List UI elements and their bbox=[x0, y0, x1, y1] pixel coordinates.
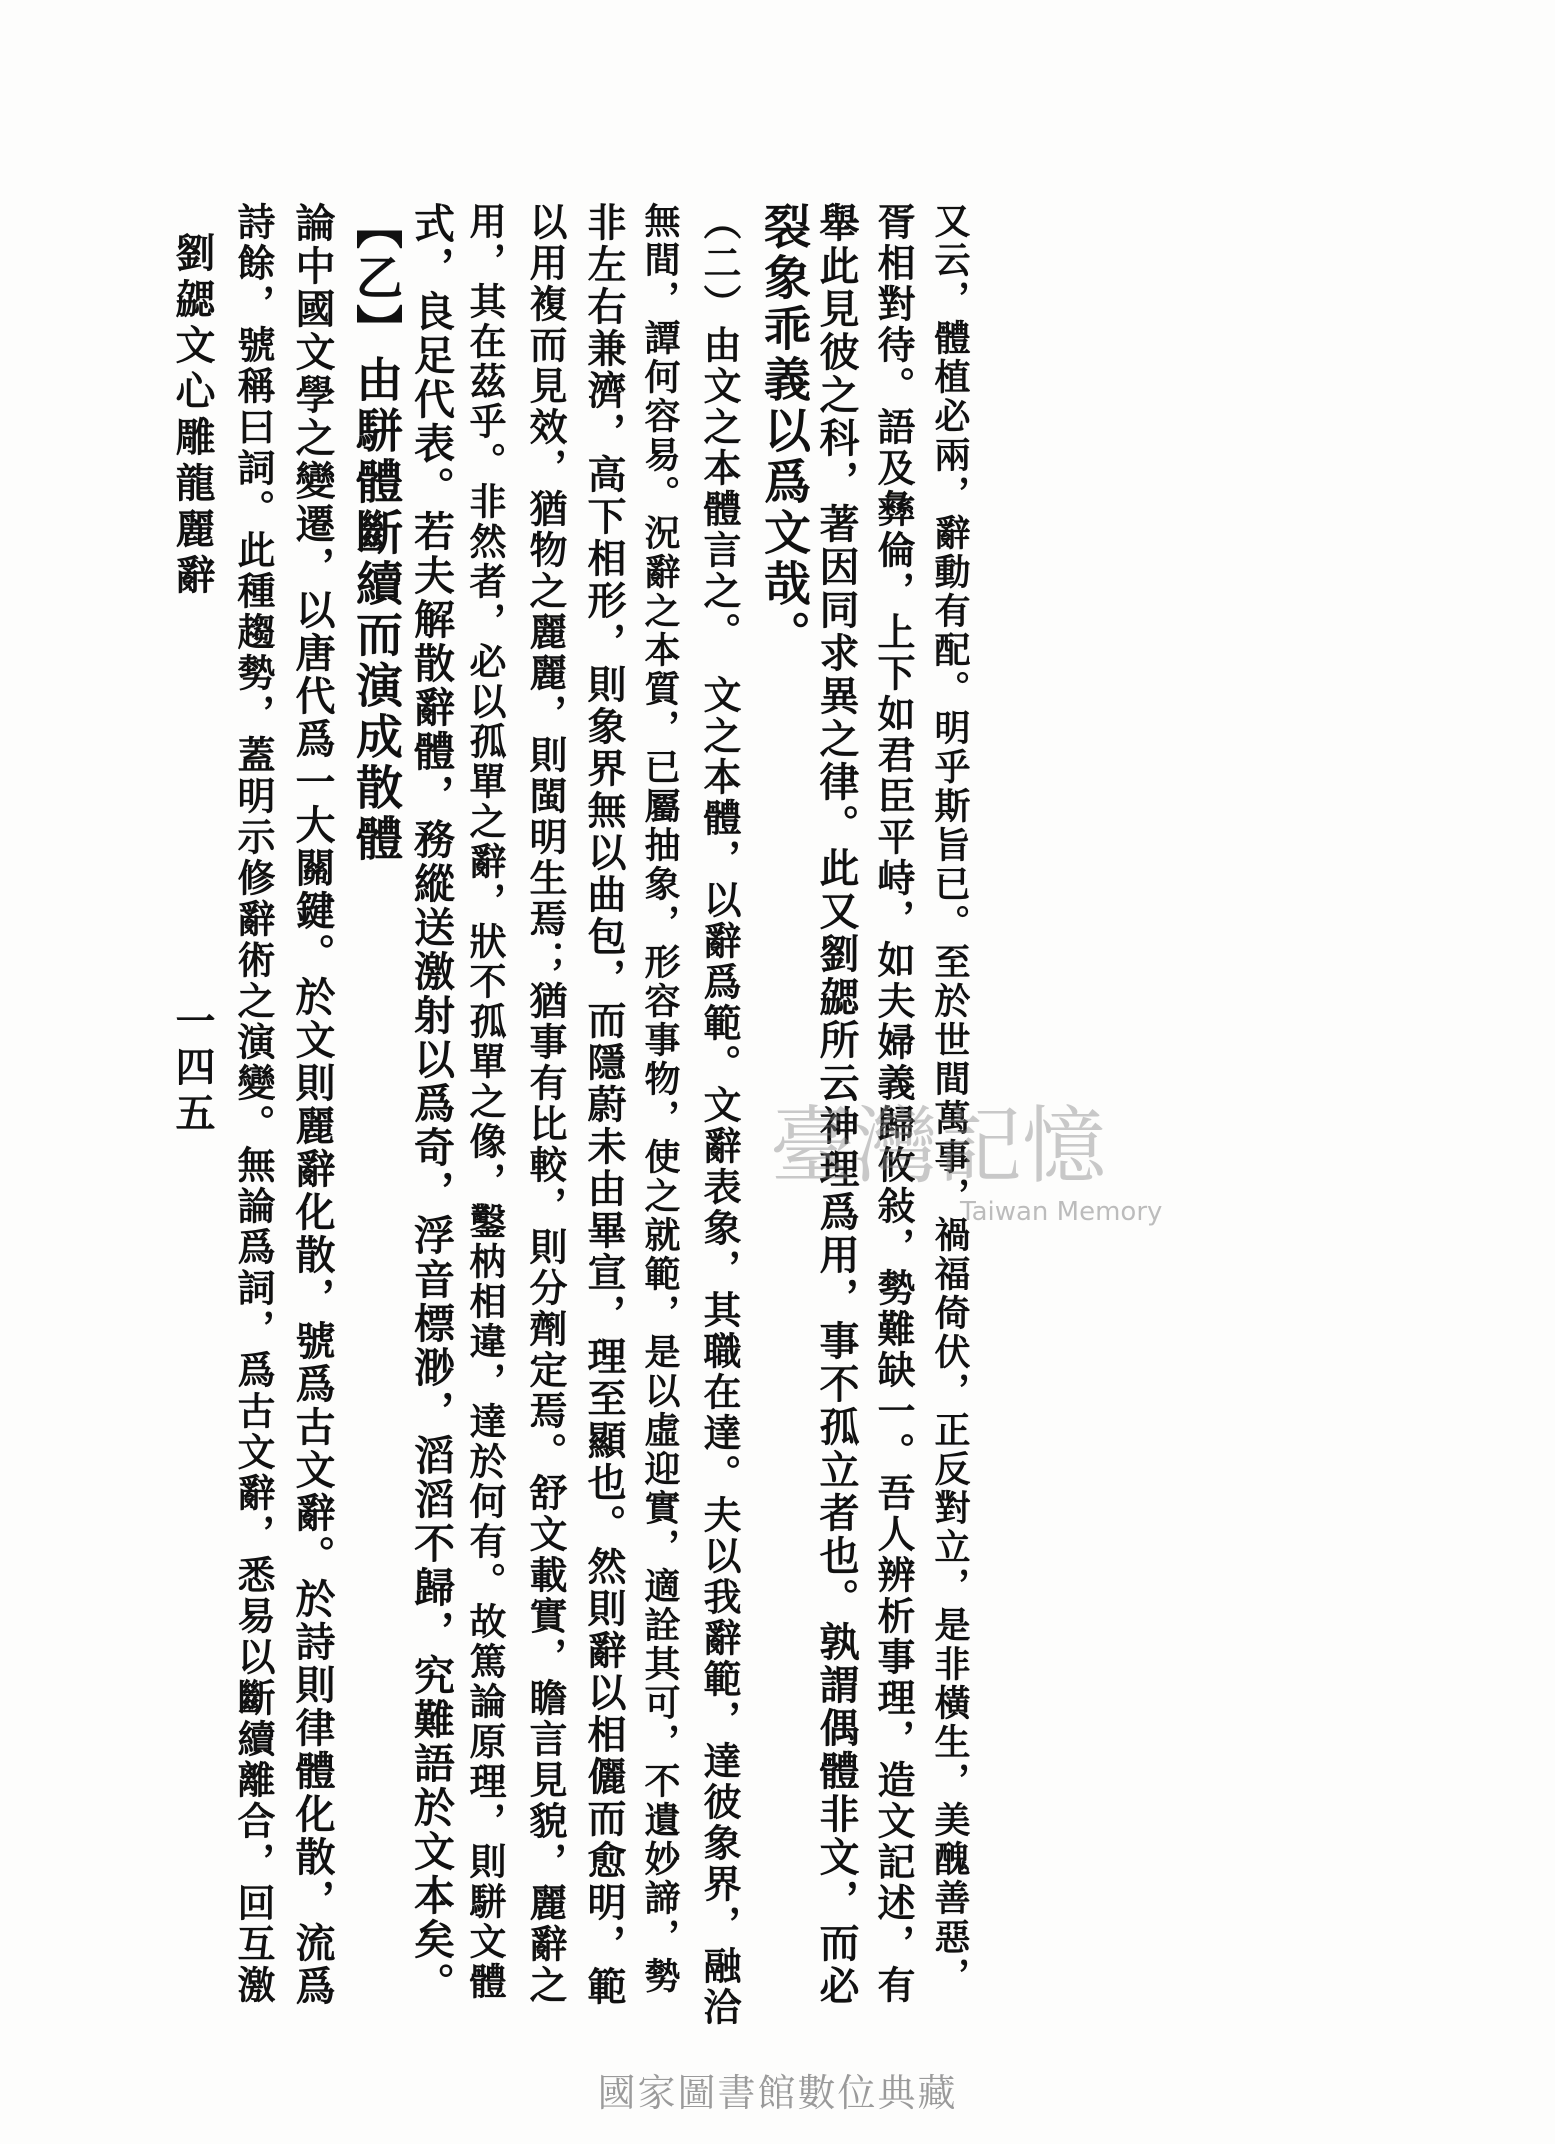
text-column: 無間，譚何容易。況辭之本質，已屬抽象，形容事物，使之就範，是以虛迎實，適詮其可，不遺妙諦，勢 bbox=[639, 202, 681, 1996]
text-column: 論中國文學之變遷，以唐代爲一大關鍵。於文則麗辭化散，號爲古文辭。於詩則律體化散，流爲 bbox=[289, 202, 336, 2008]
text-column: 式，良足代表。若夫解散辭體，務縱送激射以爲奇，浮音標渺，滔滔不歸，究難語於文本矣。 bbox=[407, 202, 455, 2006]
text-column: 以用複而見效，猶物之麗麗，則閩明生焉；猶事有比較，則分劑定焉。舒文載實，瞻言見貌，麗辭之 bbox=[523, 202, 568, 2006]
running-head: 劉勰文心雕龍麗辭 bbox=[169, 232, 216, 600]
text-column: 非左右兼濟，高下相形，則象界無以曲包，而隱蔚未由畢宣，理至顯也。然則辭以相儷而愈明，範 bbox=[581, 202, 627, 2008]
library-footer: 國家圖書館數位典藏 bbox=[597, 2071, 958, 2115]
page-number: 一四五 bbox=[169, 1000, 216, 1138]
text-column: （二）由文之本體言之。 文之本體，以辭爲範。文辭表象，其職在達。夫以我辭範，達彼象界，融洽 bbox=[697, 202, 742, 2028]
text-column: 胥相對待。語及彝倫，上下如君臣平峙，如夫婦義歸攸敍，勢難缺一。吾人辨析事理，造文記述，有 bbox=[871, 202, 916, 2006]
text-column: 用，其在茲乎。非然者，必以孤單之辭，狀不孤單之像，鑿枘相違，達於何有。故篤論原理，則駢文體 bbox=[463, 202, 507, 2002]
watermark-subtitle: Taiwan Memory bbox=[960, 1197, 1163, 1227]
watermark-title: 臺灣記憶 bbox=[770, 1097, 1107, 1195]
text-column: 裂象乖義以爲文哉。 bbox=[756, 202, 811, 661]
taiwan-memory-watermark bbox=[770, 1080, 1240, 1230]
section-heading: 【乙】由駢體斷續而演成散體 bbox=[348, 202, 403, 865]
text-column: 又云，體植必兩，辭動有配。明乎斯旨已。至於世間萬事，禍福倚伏，正反對立，是非橫生，美醜善惡， bbox=[929, 202, 971, 1996]
text-column: 詩餘，號稱曰詞。此種趨勢，蓋明示修辭術之演變。無論爲詞，爲古文辭，悉易以斷續離合，回互激 bbox=[231, 202, 276, 2006]
text-column: 舉此見彼之科，著因同求異之律。此又劉勰所云神理爲用，事不孤立者也。孰謂偶體非文，而必 bbox=[813, 202, 860, 2008]
